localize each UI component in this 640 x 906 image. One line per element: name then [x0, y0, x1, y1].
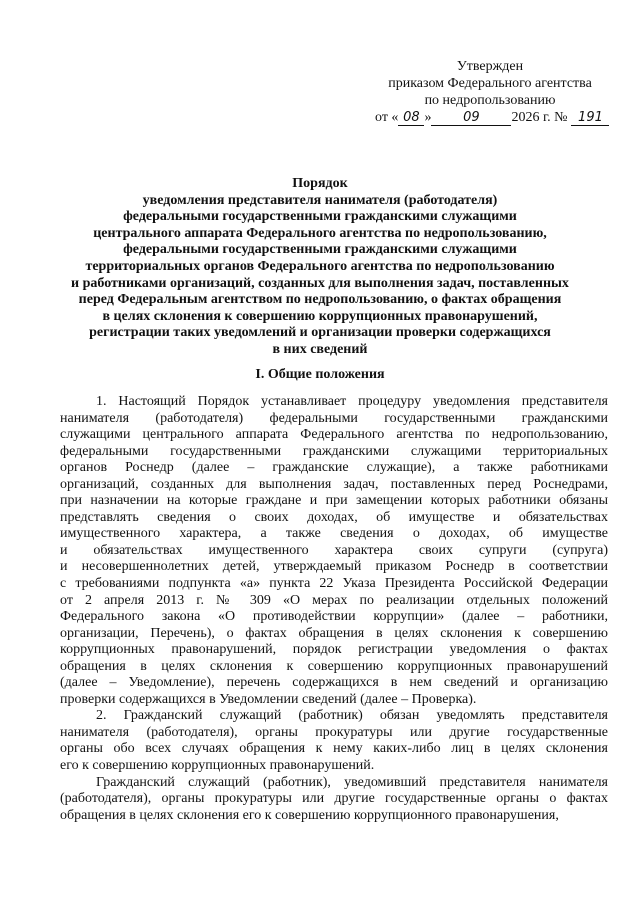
- document-body: [60, 394, 608, 824]
- body-text-line: федеральными государственными гражданскими служащими территориальных: [60, 443, 608, 459]
- body-text-line: 1. Настоящий Порядок устанавливает процедуру уведомления представителя: [96, 394, 608, 409]
- date-month-handwritten: 09: [431, 111, 511, 126]
- body-text-line: органов Роснедр (далее – гражданские служащие), а также работниками: [60, 460, 608, 476]
- approval-agency-line: по недропользованию: [424, 93, 556, 108]
- title-line: федеральными государственными гражданскими служащими: [123, 242, 517, 258]
- body-text-line: проверки содержащихся в Уведомлении сведений (далее – Проверка).: [60, 691, 477, 707]
- body-text-line: коррупционных правонарушений, порядок регистрации уведомления о фактах: [60, 642, 608, 658]
- body-text-line: представлять сведения о своих доходах, об имуществе и обязательствах: [60, 509, 608, 525]
- body-text-line: нанимателя (работодателя) федеральными государственными гражданскими: [60, 410, 608, 426]
- body-text-line: обращения в целях склонения его к совершению коррупционного правонарушения,: [60, 807, 559, 823]
- title-line: и работниками организаций, созданных для выполнения задач, поставленных: [71, 275, 569, 291]
- body-text-line: нанимателя (работодателя), органы прокуратуры или другие государственные: [60, 724, 608, 740]
- body-text-line: от 2 апреля 2013 г. № 309 «О мерах по реализации отдельных положений: [60, 592, 608, 608]
- body-text-line: Гражданский служащий (работник), уведомивший представителя нанимателя: [96, 774, 608, 790]
- body-text-line: организаций, созданных для выполнения задач, поставленных перед Роснедрами,: [60, 476, 608, 492]
- date-year: 2026 г. №: [511, 110, 568, 125]
- body-text-line: (далее – Уведомление), перечень содержащихся в нем сведений и организацию: [60, 675, 608, 691]
- date-prefix: от «: [375, 110, 399, 125]
- title-line: федеральными государственными гражданскими служащими: [123, 209, 517, 225]
- body-text-line: 2. Гражданский служащий (работник) обязан уведомлять представителя: [96, 708, 608, 724]
- title-line: в целях склонения к совершению коррупционных правонарушений,: [102, 308, 538, 324]
- body-text-line: с требованиями подпункта «а» пункта 22 Указа Президента Российской Федерации: [60, 576, 608, 592]
- body-text-line: его к совершению коррупционных правонарушений.: [60, 758, 375, 774]
- order-number-handwritten: 191: [571, 111, 609, 126]
- date-day-close: »: [424, 110, 432, 125]
- title-line: Порядок: [292, 176, 348, 191]
- title-line: перед Федеральным агентством по недропользованию, о фактах обращения: [78, 292, 562, 308]
- approval-order-line: приказом Федерального агентства: [388, 76, 592, 91]
- section-heading: I. Общие положения: [255, 367, 385, 382]
- title-line: регистрации таких уведомлений и организации проверки содержащихся: [89, 325, 551, 341]
- body-text-line: (работодателя), органы прокуратуры или другие государственные органы о фактах: [60, 791, 608, 807]
- body-text-line: служащими центрального аппарата Федерального агентства по недропользованию,: [60, 427, 608, 443]
- approval-date-line: [365, 109, 615, 126]
- body-text-line: имущественного характера, а также сведения о доходах, об имуществе: [60, 526, 608, 542]
- date-day-handwritten: 08: [398, 111, 424, 126]
- body-text-line: и несовершеннолетних детей, утверждаемый приказом Роснедр в соответствии: [60, 559, 608, 575]
- body-text-line: Федерального закона «О противодействии коррупции» (далее – работники,: [60, 609, 608, 625]
- title-line: в них сведений: [272, 341, 368, 357]
- title-line: территориальных органов Федерального агентства по недропользованию: [85, 258, 555, 274]
- body-text-line: органы обо всех случаях обращения к нему каких-либо лиц в целях склонения: [60, 741, 608, 757]
- body-text-line: организации, Перечень), о фактах обращения в целях склонения к совершению: [60, 625, 608, 641]
- body-text-line: при назначении на которые граждане и при замещении которых работники обязаны: [60, 493, 608, 509]
- title-line: уведомления представителя нанимателя (работодателя): [142, 192, 498, 208]
- approval-title: Утвержден: [456, 59, 524, 74]
- title-line: центрального аппарата Федерального агентства по недропользованию,: [93, 225, 547, 241]
- body-text-line: обращения в целях склонения к совершению коррупционных правонарушений: [60, 658, 608, 674]
- approval-stamp: [365, 58, 615, 126]
- body-text-line: и обязательствах имущественного характера своих супруги (супруга): [60, 542, 608, 558]
- document-title: [40, 176, 600, 359]
